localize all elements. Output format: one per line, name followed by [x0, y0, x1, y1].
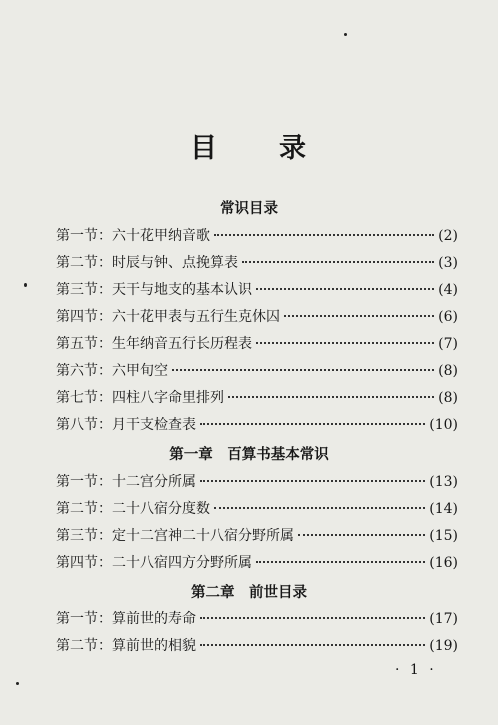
toc-entry-label: 第二节：时辰与钟、点挽算表 [56, 255, 238, 271]
toc-entry-page: (17) [429, 611, 458, 627]
toc-entry [56, 525, 458, 545]
toc-entry-label: 第七节：四柱八字命里排列 [56, 390, 224, 406]
toc-entry-page: (16) [429, 555, 458, 571]
toc-entry [56, 387, 458, 407]
page-title [0, 126, 498, 165]
toc-entry-label: 第一节：算前世的寿命 [56, 611, 196, 627]
dot-leader [298, 534, 425, 536]
toc-entry-label: 第四节：二十八宿四方分野所属 [56, 555, 252, 571]
toc-entry [56, 360, 458, 380]
dot-leader [172, 369, 434, 371]
page-title-left: 目 [190, 133, 219, 164]
page-number: · 1 · [395, 662, 437, 678]
toc-entry-label: 第一节：十二宫分所属 [56, 474, 196, 490]
section-heading: 第二章 前世目录 [191, 585, 307, 601]
toc-entry [56, 414, 458, 434]
print-speck [344, 33, 347, 36]
toc-entry-page: (19) [429, 638, 458, 654]
page-title-right: 录 [279, 133, 308, 164]
toc-entry-label: 第二节：二十八宿分度数 [56, 501, 210, 517]
toc-entry [56, 225, 458, 245]
dot-leader [214, 234, 434, 236]
toc-entry [56, 333, 458, 353]
toc-entry-label: 第二节：算前世的相貌 [56, 638, 196, 654]
toc-entry-page: (8) [438, 363, 458, 379]
toc-entry-page: (15) [429, 528, 458, 544]
toc-entry [56, 635, 458, 655]
toc-entry-page: (7) [438, 336, 458, 352]
dot-leader [284, 315, 434, 317]
dot-leader [200, 423, 425, 425]
dot-leader [200, 617, 425, 619]
toc-entry [56, 471, 458, 491]
print-speck [16, 682, 19, 685]
toc-entry [56, 306, 458, 326]
toc-entry [56, 279, 458, 299]
toc-entry-label: 第三节：定十二宫神二十八宿分野所属 [56, 528, 294, 544]
toc-entry-label: 第一节：六十花甲纳音歌 [56, 228, 210, 244]
toc-entry [56, 252, 458, 272]
dot-leader [256, 288, 434, 290]
toc-entry-page: (3) [438, 255, 458, 271]
dot-leader [200, 644, 425, 646]
toc-entry-page: (8) [438, 390, 458, 406]
dot-leader [256, 561, 425, 563]
toc-entry-page: (10) [429, 417, 458, 433]
section-heading: 常识目录 [220, 201, 278, 217]
dot-leader [214, 507, 425, 509]
dot-leader [228, 396, 434, 398]
toc-entry [56, 498, 458, 518]
toc-entry-page: (2) [438, 228, 458, 244]
toc-entry-label: 第八节：月干支检查表 [56, 417, 196, 433]
toc-entry-page: (6) [438, 309, 458, 325]
toc-entry-page: (14) [429, 501, 458, 517]
toc-entry-page: (13) [429, 474, 458, 490]
dot-leader [200, 480, 425, 482]
print-speck [24, 283, 27, 287]
dot-leader [256, 342, 434, 344]
toc-entry-label: 第五节：生年纳音五行长历程表 [56, 336, 252, 352]
section-heading: 第一章 百算书基本常识 [169, 447, 329, 463]
toc-entry-label: 第四节：六十花甲表与五行生克休囚 [56, 309, 280, 325]
toc-entry [56, 608, 458, 628]
toc-entry-label: 第六节：六甲旬空 [56, 363, 168, 379]
dot-leader [242, 261, 434, 263]
toc-entry [56, 552, 458, 572]
toc-entry-page: (4) [438, 282, 458, 298]
toc-entry-label: 第三节：天干与地支的基本认识 [56, 282, 252, 298]
